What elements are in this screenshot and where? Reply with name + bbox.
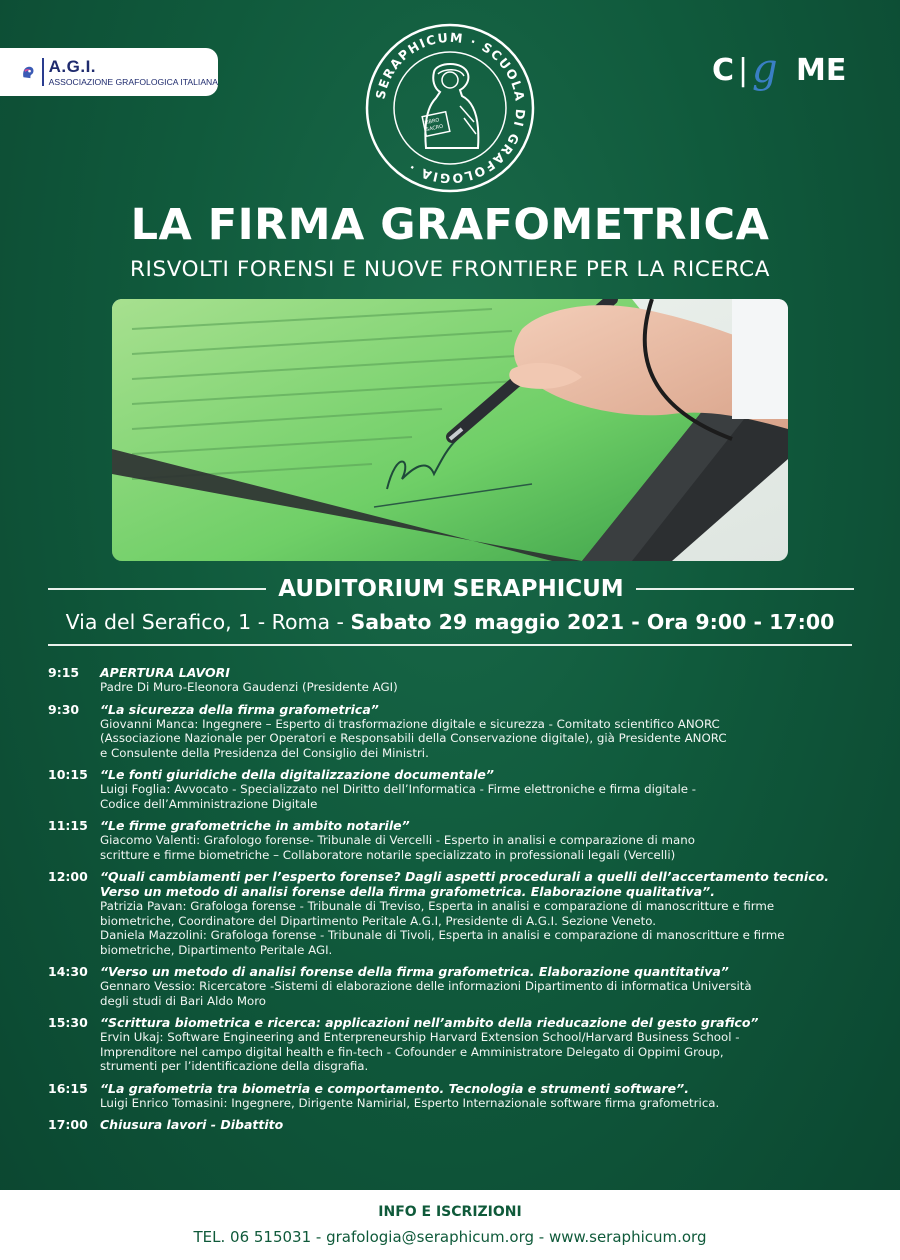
program-speaker-line: Patrizia Pavan: Grafologa forense - Tribunale di Treviso, Esperta in analisi e comparazione di manoscritture e firme xyxy=(100,899,775,913)
program-speaker-line: Giacomo Valenti: Grafologo forense- Tribunale di Vercelli - Esperto in analisi e comparazione di mano xyxy=(100,833,695,847)
event-date: Sabato 29 maggio 2021 - Ora 9:00 - 17:00 xyxy=(350,610,835,634)
program-list xyxy=(48,665,848,1139)
page-title: LA FIRMA GRAFOMETRICA xyxy=(130,200,770,250)
program-time: 12:00 xyxy=(48,869,88,884)
program-title: “Le fonti giuridiche della digitalizzazione documentale” xyxy=(100,767,494,782)
program-time: 14:30 xyxy=(48,964,88,979)
program-time: 10:15 xyxy=(48,767,88,782)
cigme-me: ME xyxy=(796,53,847,88)
program-item xyxy=(48,818,848,862)
agi-abbr: A.G.I. xyxy=(48,56,97,76)
venue-rule-left xyxy=(48,588,266,590)
program-time: 17:00 xyxy=(48,1117,88,1132)
program-body xyxy=(100,665,848,695)
program-title: “La grafometria tra biometria e comportamento. Tecnologia e strumenti software”. xyxy=(100,1080,689,1096)
program-speaker-line: Gennaro Vessio: Ricercatore -Sistemi di elaborazione delle informazioni Dipartimento di informatica Università xyxy=(100,979,752,993)
program-item xyxy=(48,1015,848,1074)
program-item xyxy=(48,702,848,761)
program-item xyxy=(48,665,848,695)
program-body xyxy=(100,869,848,957)
program-speaker-line: Daniela Mazzolini: Grafologa forense - Tribunale di Tivoli, Esperta in analisi e comparazione di manoscritture e firme xyxy=(100,928,785,942)
program-item xyxy=(48,1081,848,1111)
venue-name: AUDITORIUM SERAPHICUM xyxy=(278,576,624,602)
venue-row xyxy=(48,573,854,605)
program-time: 16:15 xyxy=(48,1080,88,1096)
cigme-c: C xyxy=(712,53,735,88)
program-item xyxy=(48,1117,848,1132)
program-body xyxy=(100,964,848,1008)
program-body xyxy=(100,1015,848,1074)
tablet-signature-photo xyxy=(112,299,788,561)
address-date xyxy=(0,610,900,634)
program-item xyxy=(48,767,848,811)
program-speaker-line: (Associazione Nazionale per Operatori e Responsabili della Conservazione digitale), già Presidente ANORC xyxy=(100,731,727,745)
program-speaker-line: Giovanni Manca: Ingegnere – Esperto di trasformazione digitale e sicurezza - Comitato scientifico ANORC xyxy=(100,716,720,731)
seal-ring-text: SERAPHICUM · SCUOLA DI GRAFOLOGIA · xyxy=(372,29,529,187)
program-title: “Verso un metodo di analisi forense della firma grafometrica. Elaborazione quantitativa” xyxy=(100,964,729,979)
program-speaker-line: Ervin Ukaj: Software Engineering and Enterpreneurship Harvard Extension School/Harvard Business School - xyxy=(100,1030,740,1044)
program-title-cont: Verso un metodo di analisi forense della firma grafometrica. Elaborazione qualitativa”. xyxy=(100,884,715,899)
divider xyxy=(48,644,852,646)
program-body xyxy=(100,1117,848,1132)
program-time: 9:30 xyxy=(48,701,80,717)
address: Via del Serafico, 1 - Roma - xyxy=(65,610,351,634)
cigme-g: g xyxy=(752,48,778,92)
contact-info: TEL. 06 515031 - grafologia@seraphicum.org - www.seraphicum.org xyxy=(193,1228,707,1246)
program-time: 11:15 xyxy=(48,818,88,833)
program-title: Chiusura lavori - Dibattito xyxy=(100,1117,284,1132)
agi-logo xyxy=(0,48,218,96)
program-item xyxy=(48,869,848,957)
seal-book-text-2: SACRO xyxy=(425,123,444,134)
program-speaker-line: biometriche, Coordinatore del Dipartimento Peritale A.G.I, Presidente di A.G.I. Sezione Veneto. xyxy=(100,913,657,928)
program-body xyxy=(100,702,848,761)
program-title: APERTURA LAVORI xyxy=(100,665,230,680)
program-speaker-line: scritture e firme biometriche – Collaboratore notarile specializzato in professionali legali (Vercelli) xyxy=(100,847,676,862)
program-speaker-line: e Consulente della Presidenza del Consiglio dei Ministri. xyxy=(100,745,429,760)
footer xyxy=(0,1190,900,1260)
program-time: 9:15 xyxy=(48,665,80,680)
program-speaker-line: Codice dell’Amministrazione Digitale xyxy=(100,796,318,811)
cigme-bar: | xyxy=(738,53,749,88)
program-title: “Scrittura biometrica e ricerca: applicazioni nell’ambito della rieducazione del gesto grafico” xyxy=(100,1015,759,1030)
program-speaker-line: strumenti per l’identificazione della disgrafia. xyxy=(100,1059,369,1073)
seraphicum-seal-logo xyxy=(364,22,536,194)
cigme-logo xyxy=(712,48,872,108)
program-title: “La sicurezza della firma grafometrica” xyxy=(100,701,379,717)
program-speaker-line: Luigi Enrico Tomasini: Ingegnere, Dirigente Namirial, Esperto Internazionale software firma grafometrica. xyxy=(100,1095,720,1110)
program-body xyxy=(100,767,848,811)
program-speaker-line: biometriche, Dipartimento Peritale AGI. xyxy=(100,942,333,957)
program-speaker-line: degli studi di Bari Aldo Moro xyxy=(100,993,267,1008)
venue-rule-right xyxy=(636,588,854,590)
program-time: 15:30 xyxy=(48,1015,88,1030)
program-speaker-line: Padre Di Muro-Eleonora Gaudenzi (Presidente AGI) xyxy=(100,680,398,694)
program-body xyxy=(100,1081,848,1111)
svg-text:SERAPHICUM · SCUOLA DI GRAFOLO xyxy=(373,30,529,187)
program-speaker-line: Imprenditore nel campo digital health e fin-tech - Cofounder e Amministratore Delegato di Oppimi Group, xyxy=(100,1044,724,1059)
program-title: “Quali cambiamenti per l’esperto forense? Dagli aspetti procedurali a quelli dell’accertamento tecnico. xyxy=(100,869,829,884)
info-title: INFO E ISCRIZIONI xyxy=(378,1204,522,1220)
program-item xyxy=(48,964,848,1008)
seal-book-text-1: LIBRO xyxy=(423,117,441,127)
page-subtitle: RISVOLTI FORENSI E NUOVE FRONTIERE PER LA RICERCA xyxy=(129,257,771,282)
program-body xyxy=(100,818,848,862)
agi-head-icon xyxy=(20,54,36,90)
program-title: “Le firme grafometriche in ambito notarile” xyxy=(100,818,410,833)
program-speaker-line: Luigi Foglia: Avvocato - Specializzato nel Diritto dell’Informatica - Firme elettroniche e firma digitale - xyxy=(100,782,697,796)
agi-fullname: ASSOCIAZIONE GRAFOLOGICA ITALIANA xyxy=(48,76,218,87)
